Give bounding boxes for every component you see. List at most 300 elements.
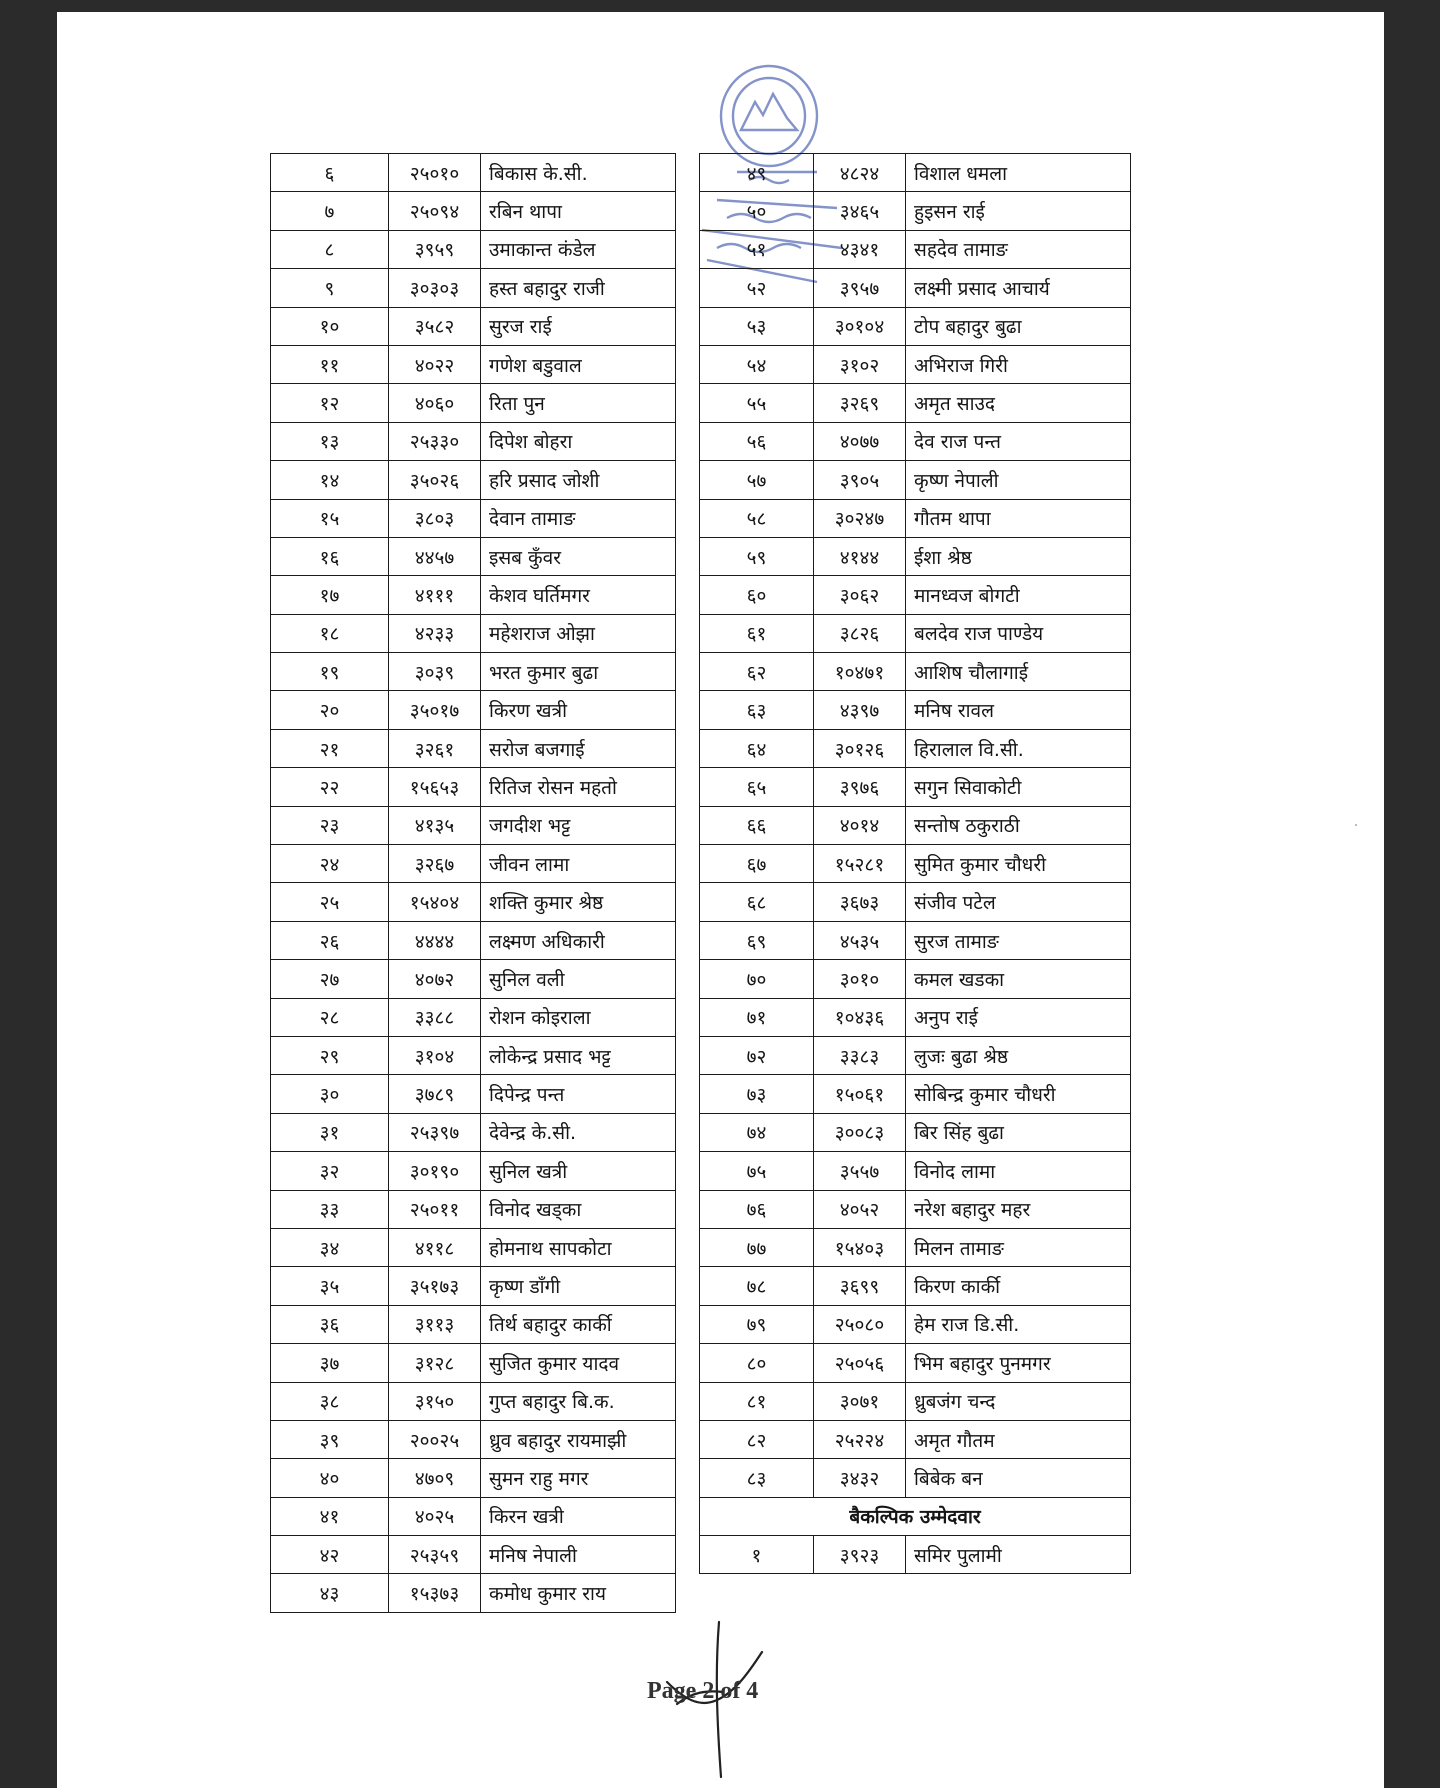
candidate-row [271,576,676,614]
candidate-name-cell: तिर्थ बहादुर कार्की [481,1305,676,1343]
roll-number-cell: २५०९४ [389,192,481,230]
candidate-name-cell: लक्ष्मण अधिकारी [481,921,676,959]
roll-number-cell: ३१०४ [389,1036,481,1074]
roll-number-cell: ४७०९ [389,1459,481,1497]
serial-number-cell: ३८ [271,1382,389,1420]
candidate-name-cell: विनोद लामा [906,1152,1131,1190]
serial-number-cell: ७६ [700,1190,814,1228]
candidate-row [271,883,676,921]
roll-number-cell: ३४६५ [814,192,906,230]
candidate-row [271,537,676,575]
candidate-name-cell: होमनाथ सापकोटा [481,1228,676,1266]
candidate-row [700,883,1131,921]
candidate-row [271,998,676,1036]
candidate-name-cell: अमृत साउद [906,384,1131,422]
candidate-name-cell: जगदीश भट्ट [481,806,676,844]
roll-number-cell: ३१२८ [389,1344,481,1382]
candidate-row [271,691,676,729]
candidate-name-cell: गुप्त बहादुर बि.क. [481,1382,676,1420]
candidate-row [271,1267,676,1305]
serial-number-cell: ६९ [700,921,814,959]
alternate-candidates-heading: बैकल्पिक उम्मेदवार [700,1497,1131,1535]
roll-number-cell: ४०२२ [389,345,481,383]
serial-number-cell: ७२ [700,1036,814,1074]
roll-number-cell: ३९५९ [389,230,481,268]
candidate-name-cell: मिलन तामाङ [906,1228,1131,1266]
serial-number-cell: २९ [271,1036,389,1074]
candidate-row [271,192,676,230]
candidate-name-cell: अभिराज गिरी [906,345,1131,383]
serial-number-cell: ६४ [700,729,814,767]
candidate-name-cell: हिरालाल वि.सी. [906,729,1131,767]
serial-number-cell: ९ [271,269,389,307]
serial-number-cell: ३५ [271,1267,389,1305]
serial-number-cell: ५५ [700,384,814,422]
candidate-row [271,1036,676,1074]
candidate-row [700,1113,1131,1151]
candidate-name-cell: सुजित कुमार यादव [481,1344,676,1382]
candidate-row [700,1459,1131,1497]
candidate-row [700,307,1131,345]
candidate-row [700,768,1131,806]
roll-number-cell: ४३४१ [814,230,906,268]
candidate-name-cell: महेशराज ओझा [481,614,676,652]
candidate-row [700,154,1131,192]
candidate-row [271,230,676,268]
roll-number-cell: ३८२६ [814,614,906,652]
candidate-row [700,1420,1131,1458]
serial-number-cell: ७८ [700,1267,814,1305]
candidate-name-cell: दिपेन्द्र पन्त [481,1075,676,1113]
candidate-row [700,499,1131,537]
candidate-name-cell: सहदेव तामाङ [906,230,1131,268]
roll-number-cell: ३०३०३ [389,269,481,307]
serial-number-cell: १२ [271,384,389,422]
candidate-name-cell: लोकेन्द्र प्रसाद भट्ट [481,1036,676,1074]
serial-number-cell: २३ [271,806,389,844]
candidate-row [700,192,1131,230]
serial-number-cell: ६२ [700,653,814,691]
candidate-name-cell: विशाल धमला [906,154,1131,192]
candidate-name-cell: गणेश बडुवाल [481,345,676,383]
serial-number-cell: ८० [700,1344,814,1382]
candidate-row [700,345,1131,383]
candidate-row [271,461,676,499]
roll-number-cell: १५३७३ [389,1574,481,1612]
roll-number-cell: ३९५७ [814,269,906,307]
serial-number-cell: ६८ [700,883,814,921]
candidate-name-cell: बलदेव राज पाण्डेय [906,614,1131,652]
candidate-row [700,806,1131,844]
candidate-name-cell: नरेश बहादुर महर [906,1190,1131,1228]
candidate-name-cell: जीवन लामा [481,845,676,883]
roll-number-cell: १५२८१ [814,845,906,883]
candidate-table-right [699,153,1131,1574]
candidate-name-cell: मनिष रावल [906,691,1131,729]
candidate-name-cell: सुमित कुमार चौधरी [906,845,1131,883]
serial-number-cell: ८३ [700,1459,814,1497]
scan-speck [1355,824,1357,826]
roll-number-cell: ४०१४ [814,806,906,844]
candidate-name-cell: किरण कार्की [906,1267,1131,1305]
candidate-name-cell: कृष्ण नेपाली [906,461,1131,499]
roll-number-cell: ४०७७ [814,422,906,460]
roll-number-cell: १५०६१ [814,1075,906,1113]
roll-number-cell: ३५०२६ [389,461,481,499]
candidate-name-cell: दिपेश बोहरा [481,422,676,460]
candidate-name-cell: उमाकान्त कंडेल [481,230,676,268]
serial-number-cell: ६७ [700,845,814,883]
candidate-name-cell: लक्ष्मी प्रसाद आचार्य [906,269,1131,307]
serial-number-cell: २५ [271,883,389,921]
serial-number-cell: १० [271,307,389,345]
roll-number-cell: १०४३६ [814,998,906,1036]
candidate-name-cell: बिर सिंह बुढा [906,1113,1131,1151]
serial-number-cell: ४० [271,1459,389,1497]
candidate-row [700,614,1131,652]
candidate-name-cell: सुनिल वली [481,960,676,998]
candidate-row [700,461,1131,499]
serial-number-cell: १५ [271,499,389,537]
candidate-name-cell: भिम बहादुर पुनमगर [906,1344,1131,1382]
candidate-name-cell: ध्रुव बहादुर रायमाझी [481,1420,676,1458]
candidate-row [271,1228,676,1266]
candidate-row [271,1382,676,1420]
roll-number-cell: ४११८ [389,1228,481,1266]
candidate-name-cell: हरि प्रसाद जोशी [481,461,676,499]
candidate-name-cell: किरन खत्री [481,1497,676,1535]
candidate-name-cell: देव राज पन्त [906,422,1131,460]
serial-number-cell: ३१ [271,1113,389,1151]
serial-number-cell: २० [271,691,389,729]
roll-number-cell: ४८२४ [814,154,906,192]
serial-number-cell: ३६ [271,1305,389,1343]
candidate-name-cell: सुनिल खत्री [481,1152,676,1190]
document-page [57,12,1384,1788]
roll-number-cell: ३०१०४ [814,307,906,345]
roll-number-cell: २५०८० [814,1305,906,1343]
candidate-name-cell: हुइसन राई [906,192,1131,230]
serial-number-cell: ६० [700,576,814,614]
roll-number-cell: ३७८९ [389,1075,481,1113]
candidate-name-cell: सुमन राहु मगर [481,1459,676,1497]
candidate-name-cell: विनोद खड्का [481,1190,676,1228]
serial-number-cell: ६ [271,154,389,192]
roll-number-cell: ३१५० [389,1382,481,1420]
candidate-name-cell: रितिज रोसन महतो [481,768,676,806]
serial-number-cell: ३३ [271,1190,389,1228]
serial-number-cell: ८१ [700,1382,814,1420]
serial-number-cell: ६३ [700,691,814,729]
serial-number-cell: ६५ [700,768,814,806]
candidate-row [700,691,1131,729]
candidate-row [700,960,1131,998]
candidate-name-cell: देवान तामाङ [481,499,676,537]
roll-number-cell: ३९२३ [814,1536,906,1574]
candidate-row [271,614,676,652]
roll-number-cell: ४३९७ [814,691,906,729]
serial-number-cell: १४ [271,461,389,499]
candidate-row [700,384,1131,422]
roll-number-cell: ४४४४ [389,921,481,959]
roll-number-cell: १५४०३ [814,1228,906,1266]
roll-number-cell: ३४३२ [814,1459,906,1497]
candidate-row [271,1574,676,1612]
candidate-row [271,384,676,422]
roll-number-cell: ३८०३ [389,499,481,537]
serial-number-cell: ८२ [700,1420,814,1458]
roll-number-cell: ३९०५ [814,461,906,499]
roll-number-cell: ३३८३ [814,1036,906,1074]
candidate-name-cell: मनिष नेपाली [481,1536,676,1574]
candidate-name-cell: रोशन कोइराला [481,998,676,1036]
roll-number-cell: ३०२४७ [814,499,906,537]
candidate-row [700,1152,1131,1190]
candidate-row [271,1190,676,1228]
roll-number-cell: ४२३३ [389,614,481,652]
serial-number-cell: २६ [271,921,389,959]
candidate-name-cell: सुरज तामाङ [906,921,1131,959]
candidate-row [271,499,676,537]
serial-number-cell: ५१ [700,230,814,268]
serial-number-cell: १७ [271,576,389,614]
candidate-row [271,422,676,460]
serial-number-cell: १३ [271,422,389,460]
roll-number-cell: २५०१० [389,154,481,192]
serial-number-cell: ८ [271,230,389,268]
roll-number-cell: ३६९९ [814,1267,906,1305]
candidate-name-cell: रिता पुन [481,384,676,422]
roll-number-cell: ३१०२ [814,345,906,383]
serial-number-cell: ३२ [271,1152,389,1190]
candidate-row [700,1382,1131,1420]
candidate-row [271,653,676,691]
serial-number-cell: ७ [271,192,389,230]
candidate-row [271,1152,676,1190]
serial-number-cell: ५४ [700,345,814,383]
candidate-table-left [270,153,676,1613]
serial-number-cell: ५८ [700,499,814,537]
candidate-name-cell: हेम राज डि.सी. [906,1305,1131,1343]
serial-number-cell: २४ [271,845,389,883]
serial-number-cell: ११ [271,345,389,383]
candidate-name-cell: टोप बहादुर बुढा [906,307,1131,345]
candidate-row [271,307,676,345]
candidate-row [271,1536,676,1574]
candidate-name-cell: समिर पुलामी [906,1536,1131,1574]
serial-number-cell: २२ [271,768,389,806]
roll-number-cell: ४५३५ [814,921,906,959]
candidate-row [271,345,676,383]
candidate-name-cell: सुरज राई [481,307,676,345]
candidate-row [271,845,676,883]
roll-number-cell: ३६७३ [814,883,906,921]
roll-number-cell: ३२६९ [814,384,906,422]
candidate-row [700,1228,1131,1266]
roll-number-cell: ४०७२ [389,960,481,998]
serial-number-cell: ५२ [700,269,814,307]
serial-number-cell: ७० [700,960,814,998]
candidate-row [271,768,676,806]
roll-number-cell: २५३३० [389,422,481,460]
serial-number-cell: ४९ [700,154,814,192]
roll-number-cell: ४४५७ [389,537,481,575]
candidate-name-cell: इसब कुँवर [481,537,676,575]
serial-number-cell: ४३ [271,1574,389,1612]
candidate-name-cell: ध्रुबजंग चन्द [906,1382,1131,1420]
candidate-row [700,1344,1131,1382]
candidate-row [700,1267,1131,1305]
roll-number-cell: १५४०४ [389,883,481,921]
candidate-name-cell: गौतम थापा [906,499,1131,537]
serial-number-cell: ७४ [700,1113,814,1151]
serial-number-cell: ५६ [700,422,814,460]
candidate-name-cell: मानध्वज बोगटी [906,576,1131,614]
serial-number-cell: ६१ [700,614,814,652]
roll-number-cell: ३०१२६ [814,729,906,767]
serial-number-cell: २८ [271,998,389,1036]
roll-number-cell: ४०५२ [814,1190,906,1228]
candidate-name-cell: केशव घर्तिमगर [481,576,676,614]
roll-number-cell: ३९७६ [814,768,906,806]
candidate-row [271,1113,676,1151]
candidate-name-cell: आशिष चौलागाई [906,653,1131,691]
candidate-name-cell: बिकास के.सी. [481,154,676,192]
candidate-row [271,154,676,192]
roll-number-cell: ४०२५ [389,1497,481,1535]
serial-number-cell: ५० [700,192,814,230]
candidate-row [271,1344,676,1382]
candidate-row [271,960,676,998]
serial-number-cell: ५३ [700,307,814,345]
candidate-row [271,806,676,844]
serial-number-cell: २७ [271,960,389,998]
serial-number-cell: ३० [271,1075,389,1113]
candidate-name-cell: किरण खत्री [481,691,676,729]
candidate-row [271,1075,676,1113]
candidate-name-cell: बिबेक बन [906,1459,1131,1497]
candidate-row [700,1190,1131,1228]
roll-number-cell: ४०६० [389,384,481,422]
serial-number-cell: ४२ [271,1536,389,1574]
serial-number-cell: १९ [271,653,389,691]
serial-number-cell: १८ [271,614,389,652]
candidate-row [700,845,1131,883]
candidate-name-cell: हस्त बहादुर राजी [481,269,676,307]
roll-number-cell: ३५१७३ [389,1267,481,1305]
roll-number-cell: २५०५६ [814,1344,906,1382]
roll-number-cell: २५२२४ [814,1420,906,1458]
candidate-row [271,1305,676,1343]
roll-number-cell: ३०६२ [814,576,906,614]
candidate-row [271,1497,676,1535]
serial-number-cell: ७१ [700,998,814,1036]
candidate-row [700,998,1131,1036]
candidate-row [271,269,676,307]
page-number-footer: Page 2 of 4 [647,1678,759,1704]
roll-number-cell: ३३८८ [389,998,481,1036]
candidate-name-cell: सन्तोष ठकुराठी [906,806,1131,844]
candidate-row [700,729,1131,767]
roll-number-cell: २००२५ [389,1420,481,1458]
roll-number-cell: ३५०१७ [389,691,481,729]
candidate-name-cell: कमोध कुमार राय [481,1574,676,1612]
candidate-row [700,1036,1131,1074]
candidate-name-cell: रबिन थापा [481,192,676,230]
roll-number-cell: ३११३ [389,1305,481,1343]
serial-number-cell: ५९ [700,537,814,575]
candidate-row [700,1305,1131,1343]
candidate-name-cell: अनुप राई [906,998,1131,1036]
candidate-row [271,1459,676,1497]
serial-number-cell: ४१ [271,1497,389,1535]
candidate-name-cell: संजीव पटेल [906,883,1131,921]
candidate-name-cell: ईशा श्रेष्ठ [906,537,1131,575]
roll-number-cell: ३५५७ [814,1152,906,1190]
serial-number-cell: ७७ [700,1228,814,1266]
serial-number-cell: ७९ [700,1305,814,1343]
roll-number-cell: ४१४४ [814,537,906,575]
candidate-row [271,729,676,767]
serial-number-cell: ५७ [700,461,814,499]
roll-number-cell: २५०११ [389,1190,481,1228]
roll-number-cell: २५३९७ [389,1113,481,1151]
serial-number-cell: ७३ [700,1075,814,1113]
roll-number-cell: १५६५३ [389,768,481,806]
serial-number-cell: ३४ [271,1228,389,1266]
candidate-name-cell: सगुन सिवाकोटी [906,768,1131,806]
candidate-row [700,921,1131,959]
roll-number-cell: २५३५९ [389,1536,481,1574]
candidate-row [700,576,1131,614]
serial-number-cell: ३९ [271,1420,389,1458]
serial-number-cell: २१ [271,729,389,767]
roll-number-cell: ३००८३ [814,1113,906,1151]
candidate-name-cell: देवेन्द्र के.सी. [481,1113,676,1151]
roll-number-cell: ३२६७ [389,845,481,883]
candidate-row [700,269,1131,307]
candidate-row [271,1420,676,1458]
roll-number-cell: ४१३५ [389,806,481,844]
alternate-candidates-heading-row [700,1497,1131,1535]
serial-number-cell: १ [700,1536,814,1574]
candidate-name-cell: भरत कुमार बुढा [481,653,676,691]
roll-number-cell: ४१११ [389,576,481,614]
candidate-name-cell: सरोज बजगाई [481,729,676,767]
candidate-name-cell: शक्ति कुमार श्रेष्ठ [481,883,676,921]
serial-number-cell: ७५ [700,1152,814,1190]
roll-number-cell: ३०१० [814,960,906,998]
candidate-name-cell: लुजः बुढा श्रेष्ठ [906,1036,1131,1074]
roll-number-cell: १०४७१ [814,653,906,691]
serial-number-cell: १६ [271,537,389,575]
roll-number-cell: ३२६१ [389,729,481,767]
candidate-name-cell: कृष्ण डाँगी [481,1267,676,1305]
roll-number-cell: ३०७१ [814,1382,906,1420]
roll-number-cell: ३५८२ [389,307,481,345]
candidate-name-cell: अमृत गौतम [906,1420,1131,1458]
candidate-name-cell: कमल खडका [906,960,1131,998]
candidate-row [700,1536,1131,1574]
serial-number-cell: ३७ [271,1344,389,1382]
roll-number-cell: ३०१९० [389,1152,481,1190]
serial-number-cell: ६६ [700,806,814,844]
candidate-row [700,537,1131,575]
candidate-row [700,422,1131,460]
candidate-name-cell: सोबिन्द्र कुमार चौधरी [906,1075,1131,1113]
roll-number-cell: ३०३९ [389,653,481,691]
candidate-row [700,1075,1131,1113]
